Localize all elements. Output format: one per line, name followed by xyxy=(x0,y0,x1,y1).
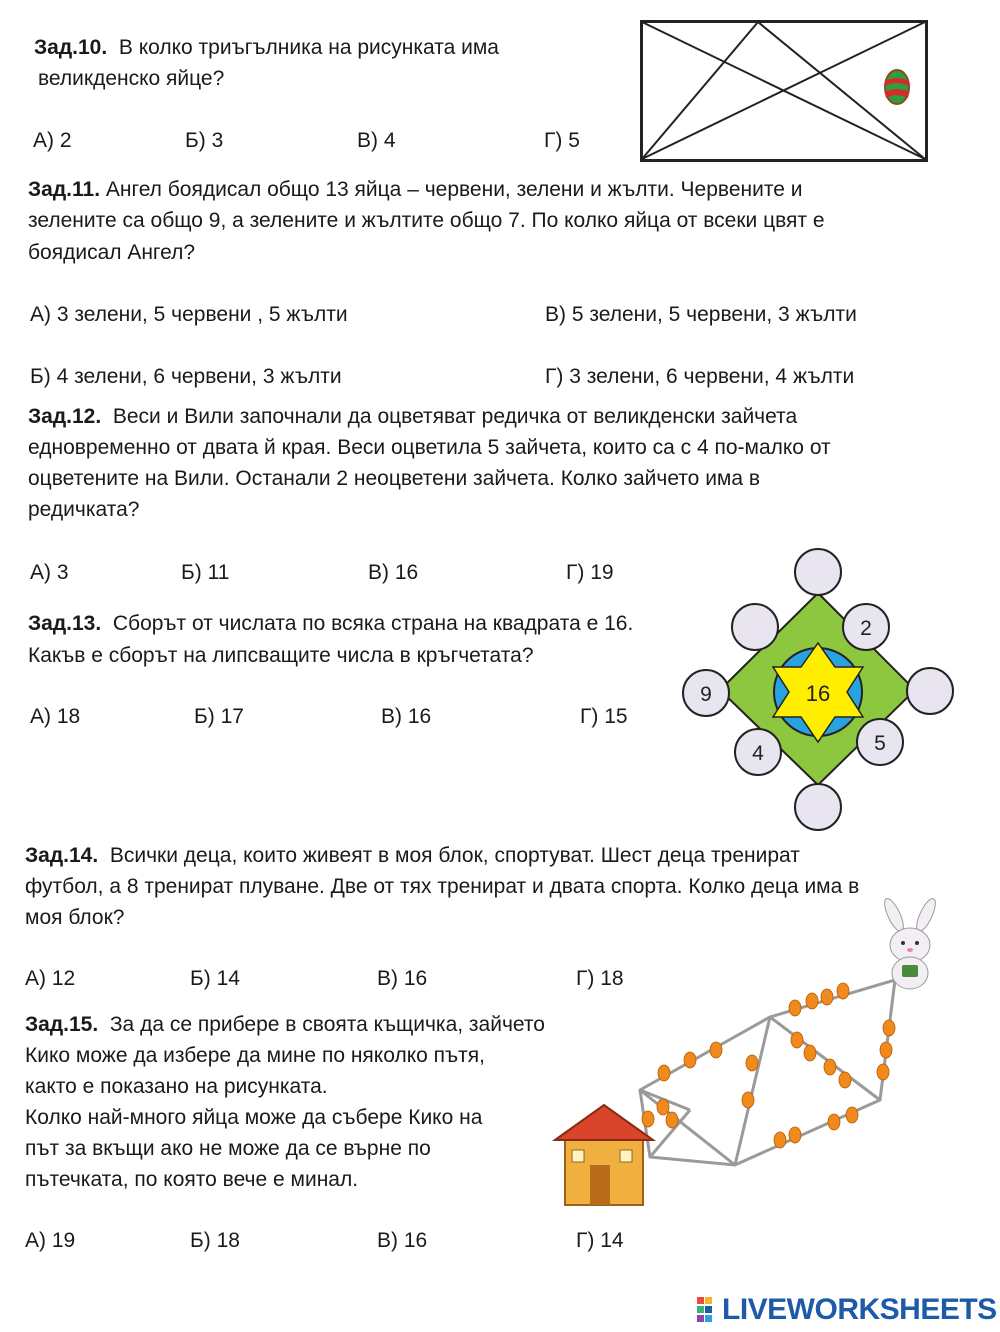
task-15-line-1 xyxy=(25,1009,545,1040)
task-11-option-g[interactable]: Г) 3 зелени, 6 червени, 4 жълти xyxy=(545,365,855,388)
task-15-line-4: Колко най-много яйца може да събере Кико на xyxy=(25,1106,483,1129)
number-square-figure xyxy=(680,545,960,830)
task-13-text-1: Сборът от числата по всяка страна на квадрата е 16. xyxy=(112,612,634,635)
task-15-line-6: пътечката, по която вече е минал. xyxy=(25,1168,359,1191)
task-12-text-1: Веси и Вили започнали да оцветяват редичка от великденски зайчета xyxy=(112,405,798,428)
bunny-path-figure xyxy=(550,895,950,1215)
task-10-option-g[interactable]: Г) 5 xyxy=(544,129,580,152)
task-14-line-3: моя блок? xyxy=(25,906,125,929)
task-15-line-3: както е показано на рисунката. xyxy=(25,1075,328,1098)
task-15-line-5: път за вкъщи ако не може да се върне по xyxy=(25,1137,431,1160)
task-12-line-1 xyxy=(28,401,797,432)
task-12-label: Зад.12. xyxy=(28,405,102,428)
task-13-option-v[interactable]: В) 16 xyxy=(381,705,432,728)
task-11-line-1 xyxy=(28,174,802,205)
task-12-option-b[interactable]: Б) 11 xyxy=(181,561,230,584)
center-number: 16 xyxy=(805,681,831,706)
task-14-option-a[interactable]: А) 12 xyxy=(25,967,76,990)
task-10-text-1: В колко триъгълника на рисунката има xyxy=(118,36,499,59)
liveworksheets-logo-icon xyxy=(697,1297,721,1323)
house-icon xyxy=(555,1105,653,1205)
task-14-line-1 xyxy=(25,840,800,871)
task-10-option-v[interactable]: В) 4 xyxy=(357,129,396,152)
task-11-label: Зад.11. xyxy=(28,178,101,201)
task-14-text-1: Всички деца, които живеят в моя блок, спортуват. Шест деца тренират xyxy=(109,844,800,867)
task-11-option-v[interactable]: В) 5 зелени, 5 червени, 3 жълти xyxy=(545,303,857,326)
task-10-label: Зад.10. xyxy=(34,36,108,59)
task-10-option-a[interactable]: А) 2 xyxy=(33,129,72,152)
task-15-line-2: Кико може да избере да мине по няколко пътя, xyxy=(25,1044,485,1067)
task-10-option-b[interactable]: Б) 3 xyxy=(185,129,224,152)
task-14-option-v[interactable]: В) 16 xyxy=(377,967,428,990)
task-11-line-3: боядисал Ангел? xyxy=(28,241,196,264)
task-12-line-2: едновременно от двата й края. Веси оцветила 5 зайчета, които са с 4 по-малко от xyxy=(28,436,831,459)
task-12-option-a[interactable]: А) 3 xyxy=(30,561,69,584)
brand-name: LIVEWORKSHEETS xyxy=(722,1293,997,1326)
bunny-icon xyxy=(881,896,939,989)
task-15-text-1: За да се прибере в своята къщичка, зайчето xyxy=(109,1013,545,1036)
task-15-option-a[interactable]: А) 19 xyxy=(25,1229,76,1252)
task-15-option-v[interactable]: В) 16 xyxy=(377,1229,428,1252)
task-14-line-2: футбол, а 8 тренират плуване. Две от тях тренират и двата спорта. Колко деца има в xyxy=(25,875,860,898)
task-15-option-g[interactable]: Г) 14 xyxy=(576,1229,624,1252)
task-15-label: Зад.15. xyxy=(25,1013,99,1036)
task-12-option-g[interactable]: Г) 19 xyxy=(566,561,614,584)
circle-upper-left-empty[interactable] xyxy=(732,604,778,650)
task-10-line-2: великденско яйце? xyxy=(38,67,225,90)
task-13-line-2: Какъв е сборът на липсващите числа в кръгчетата? xyxy=(28,644,534,667)
task-11-line-2: зелените са общо 9, а зелените и жълтите общо 7. По колко яйца от всеки цвят е xyxy=(28,209,825,232)
task-15-option-b[interactable]: Б) 18 xyxy=(190,1229,240,1252)
task-12-option-v[interactable]: В) 16 xyxy=(368,561,419,584)
task-10-line-1 xyxy=(34,32,499,63)
circle-bottom-empty[interactable] xyxy=(795,784,841,830)
task-11-option-a[interactable]: А) 3 зелени, 5 червени , 5 жълти xyxy=(30,303,348,326)
task-13-option-a[interactable]: А) 18 xyxy=(30,705,81,728)
circle-left-number: 9 xyxy=(700,683,712,706)
task-13-option-b[interactable]: Б) 17 xyxy=(194,705,244,728)
task-13-option-g[interactable]: Г) 15 xyxy=(580,705,628,728)
circle-right-empty[interactable] xyxy=(907,668,953,714)
easter-egg-icon xyxy=(885,70,909,104)
circle-lower-right-number: 5 xyxy=(874,732,886,755)
task-12-line-3: оцветените на Вили. Останали 2 неоцветени зайчета. Колко зайчето има в xyxy=(28,467,761,490)
task-13-label: Зад.13. xyxy=(28,612,102,635)
task-11-text-1: Ангел боядисал общо 13 яйца – червени, зелени и жълти. Червените и xyxy=(105,178,803,201)
triangles-figure xyxy=(640,20,930,165)
task-13-line-1 xyxy=(28,608,633,639)
circle-upper-right-number: 2 xyxy=(860,617,872,640)
circle-top-empty[interactable] xyxy=(795,549,841,595)
task-14-option-b[interactable]: Б) 14 xyxy=(190,967,240,990)
task-14-label: Зад.14. xyxy=(25,844,99,867)
task-14-option-g[interactable]: Г) 18 xyxy=(576,967,624,990)
task-11-option-b[interactable]: Б) 4 зелени, 6 червени, 3 жълти xyxy=(30,365,342,388)
task-12-line-4: редичката? xyxy=(28,498,140,521)
circle-lower-left-number: 4 xyxy=(752,742,764,765)
